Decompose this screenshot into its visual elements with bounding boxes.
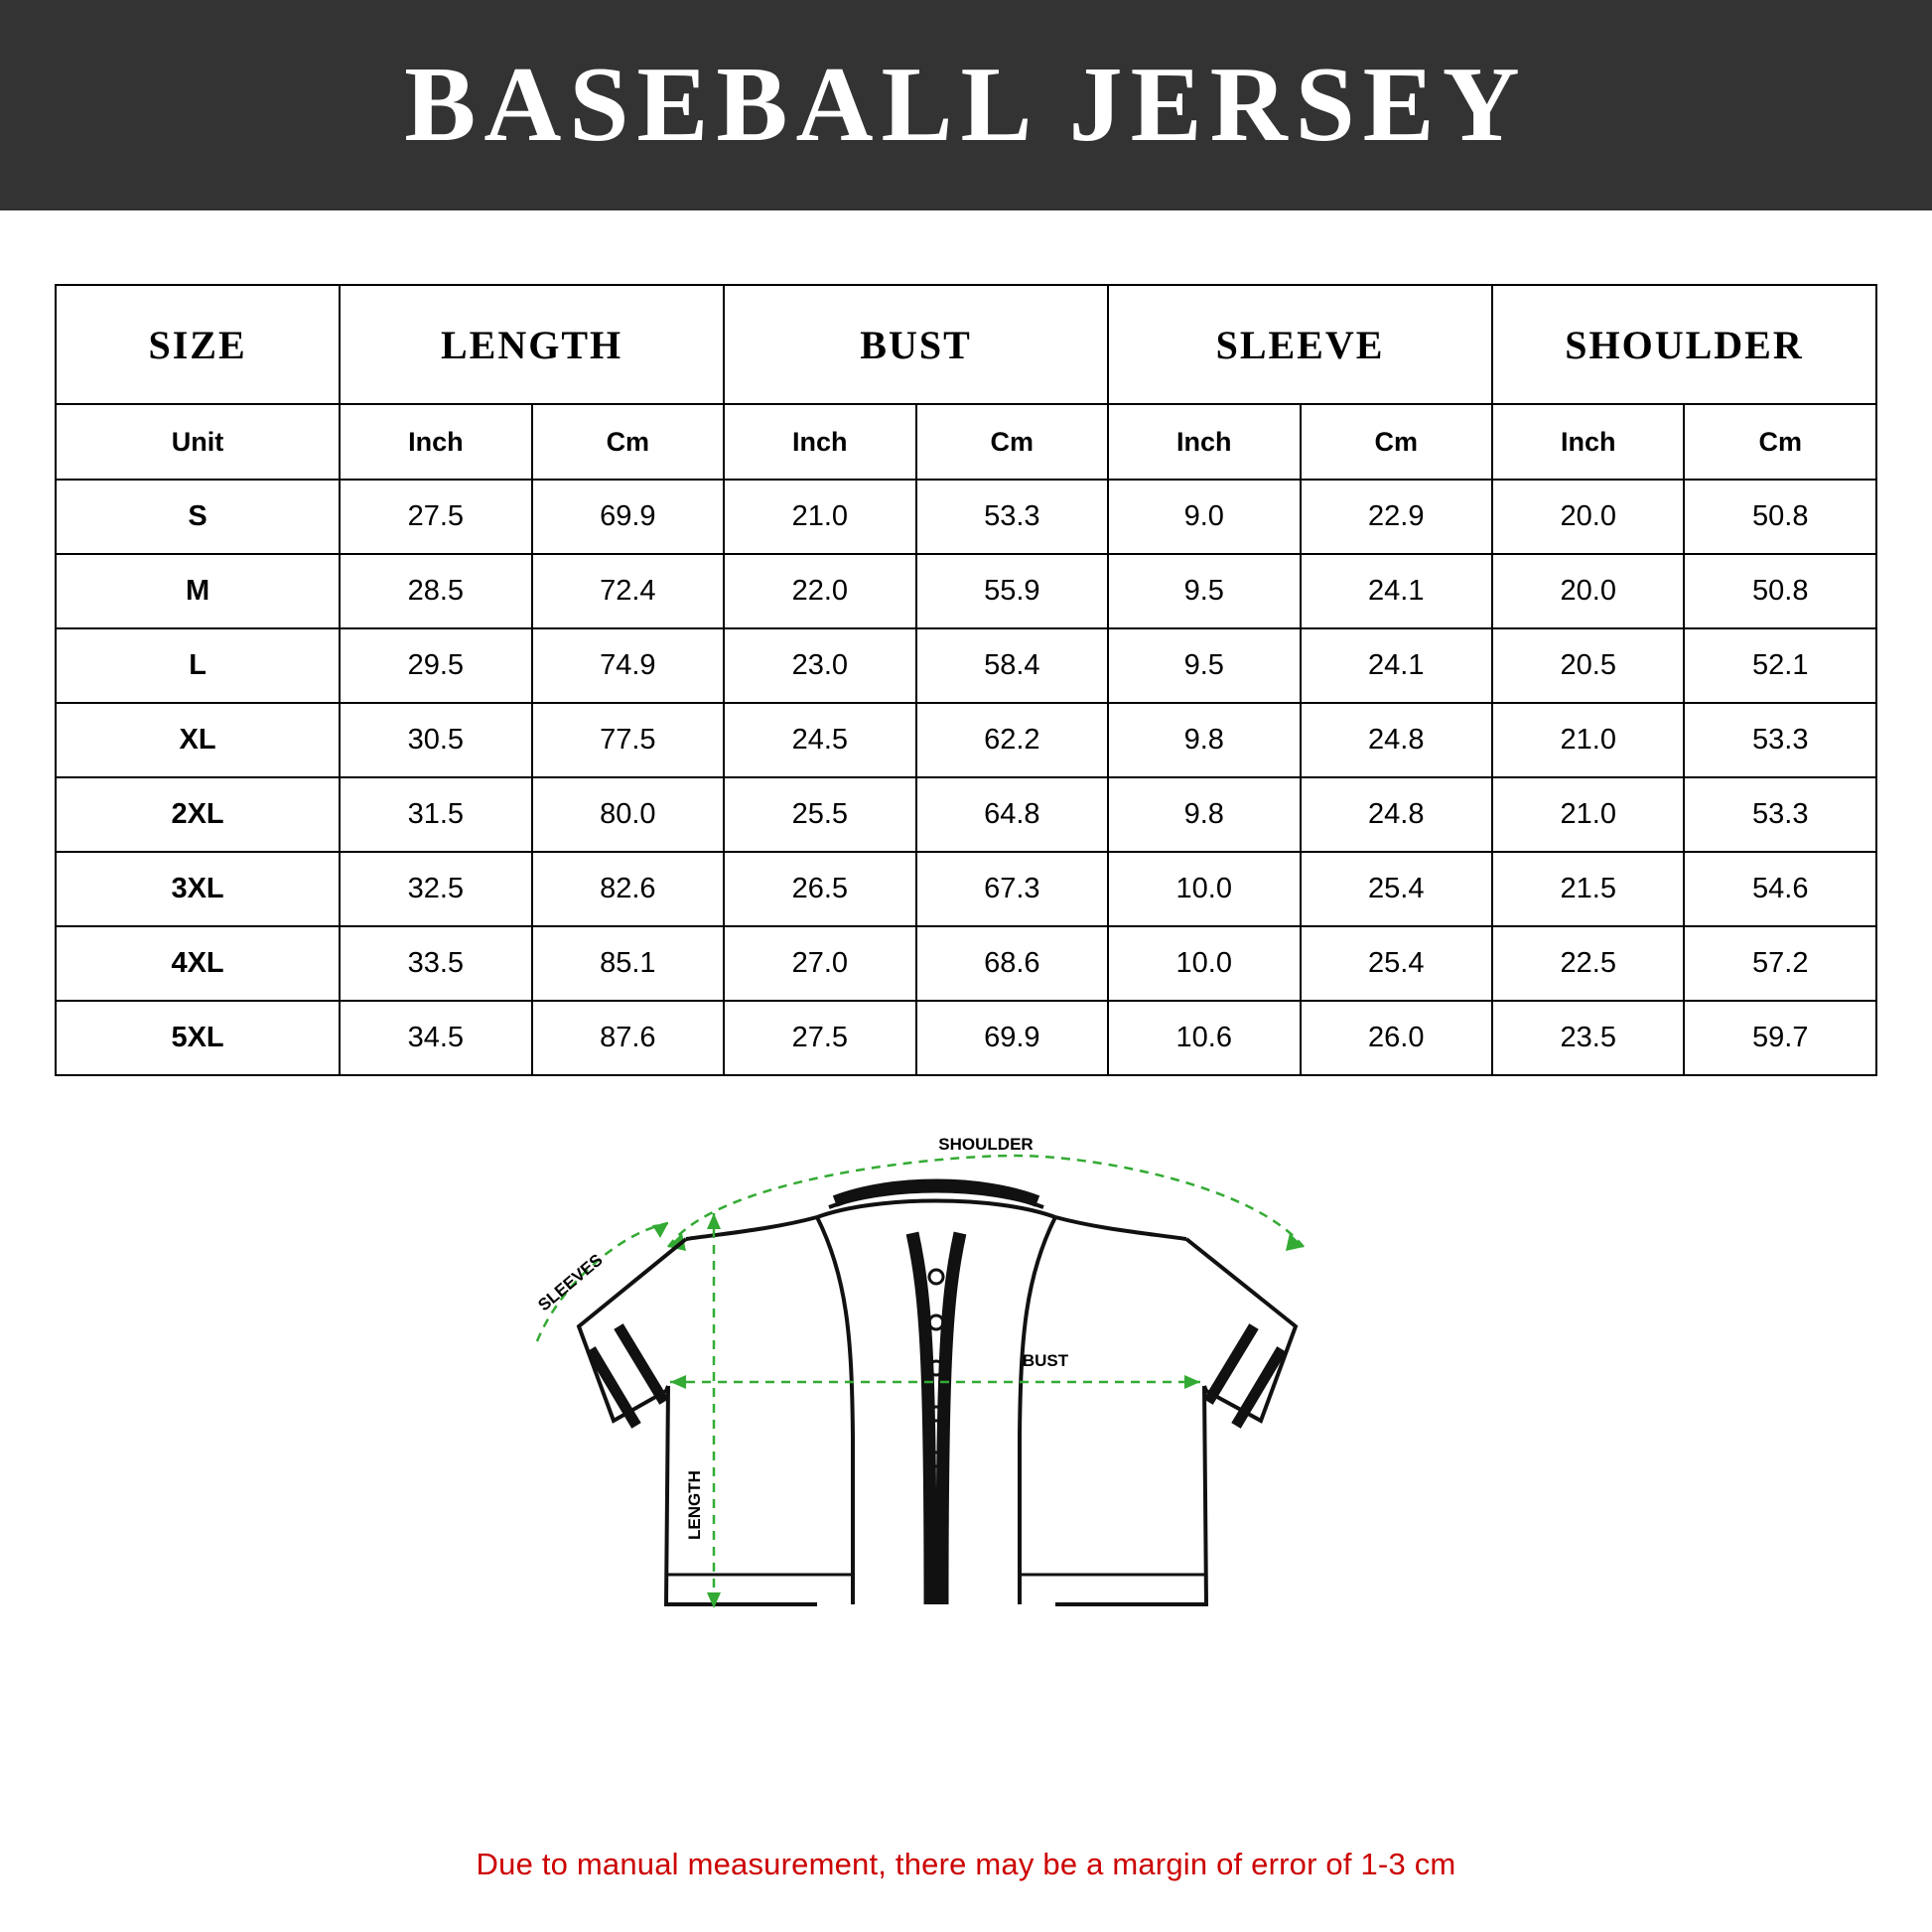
cell-bust-inch: 25.5 bbox=[724, 777, 915, 852]
cell-size: 5XL bbox=[56, 1001, 340, 1075]
length-measure-guide bbox=[685, 1213, 721, 1608]
unit-sleeve-inch: Inch bbox=[1108, 404, 1300, 480]
cell-sleeve-cm: 26.0 bbox=[1301, 1001, 1492, 1075]
cell-shoulder-inch: 20.0 bbox=[1492, 554, 1684, 628]
table-row bbox=[56, 1001, 1876, 1075]
cell-length-cm: 77.5 bbox=[532, 703, 724, 777]
cell-shoulder-inch: 20.0 bbox=[1492, 480, 1684, 554]
unit-shoulder-cm: Cm bbox=[1684, 404, 1876, 480]
table-row bbox=[56, 480, 1876, 554]
cell-sleeve-inch: 10.0 bbox=[1108, 926, 1300, 1001]
cell-sleeve-inch: 10.6 bbox=[1108, 1001, 1300, 1075]
cell-shoulder-inch: 20.5 bbox=[1492, 628, 1684, 703]
cell-bust-cm: 58.4 bbox=[916, 628, 1108, 703]
unit-bust-cm: Cm bbox=[916, 404, 1108, 480]
cell-length-cm: 82.6 bbox=[532, 852, 724, 926]
cell-bust-cm: 62.2 bbox=[916, 703, 1108, 777]
page-title: BASEBALL JERSEY bbox=[404, 46, 1528, 164]
cell-bust-inch: 26.5 bbox=[724, 852, 915, 926]
cell-length-cm: 87.6 bbox=[532, 1001, 724, 1075]
label-bust: BUST bbox=[1022, 1351, 1069, 1370]
unit-length-cm: Cm bbox=[532, 404, 724, 480]
cell-sleeve-cm: 24.8 bbox=[1301, 703, 1492, 777]
cell-shoulder-cm: 54.6 bbox=[1684, 852, 1876, 926]
cell-length-inch: 32.5 bbox=[340, 852, 531, 926]
cell-bust-cm: 53.3 bbox=[916, 480, 1108, 554]
cell-bust-cm: 68.6 bbox=[916, 926, 1108, 1001]
cell-sleeve-inch: 9.0 bbox=[1108, 480, 1300, 554]
cell-size: 2XL bbox=[56, 777, 340, 852]
table-unit-row bbox=[56, 404, 1876, 480]
cell-length-inch: 29.5 bbox=[340, 628, 531, 703]
cell-bust-inch: 27.5 bbox=[724, 1001, 915, 1075]
cell-bust-inch: 21.0 bbox=[724, 480, 915, 554]
group-header-size: SIZE bbox=[56, 285, 340, 404]
cell-shoulder-cm: 50.8 bbox=[1684, 480, 1876, 554]
cell-length-cm: 72.4 bbox=[532, 554, 724, 628]
table-row bbox=[56, 703, 1876, 777]
unit-shoulder-inch: Inch bbox=[1492, 404, 1684, 480]
cell-bust-cm: 67.3 bbox=[916, 852, 1108, 926]
cell-shoulder-inch: 21.0 bbox=[1492, 777, 1684, 852]
cell-size: 4XL bbox=[56, 926, 340, 1001]
cell-shoulder-inch: 23.5 bbox=[1492, 1001, 1684, 1075]
group-header-sleeve: SLEEVE bbox=[1108, 285, 1492, 404]
cell-length-cm: 80.0 bbox=[532, 777, 724, 852]
header-banner bbox=[0, 0, 1932, 210]
cell-sleeve-cm: 25.4 bbox=[1301, 926, 1492, 1001]
size-chart-table bbox=[55, 284, 1877, 1076]
table-row bbox=[56, 777, 1876, 852]
cell-shoulder-cm: 57.2 bbox=[1684, 926, 1876, 1001]
cell-size: 3XL bbox=[56, 852, 340, 926]
cell-length-inch: 34.5 bbox=[340, 1001, 531, 1075]
cell-length-inch: 27.5 bbox=[340, 480, 531, 554]
unit-length-inch: Inch bbox=[340, 404, 531, 480]
cell-sleeve-inch: 9.5 bbox=[1108, 554, 1300, 628]
sleeves-measure-guide bbox=[534, 1223, 668, 1341]
cell-shoulder-cm: 52.1 bbox=[1684, 628, 1876, 703]
group-header-length: LENGTH bbox=[340, 285, 724, 404]
cell-length-inch: 28.5 bbox=[340, 554, 531, 628]
group-header-bust: BUST bbox=[724, 285, 1108, 404]
cell-bust-cm: 64.8 bbox=[916, 777, 1108, 852]
cell-length-cm: 69.9 bbox=[532, 480, 724, 554]
jersey-diagram-container bbox=[0, 1138, 1932, 1833]
cell-shoulder-cm: 53.3 bbox=[1684, 777, 1876, 852]
cell-sleeve-cm: 25.4 bbox=[1301, 852, 1492, 926]
jersey-measurement-diagram bbox=[519, 1138, 1413, 1823]
cell-size: S bbox=[56, 480, 340, 554]
cell-size: L bbox=[56, 628, 340, 703]
cell-sleeve-inch: 9.5 bbox=[1108, 628, 1300, 703]
cell-bust-cm: 69.9 bbox=[916, 1001, 1108, 1075]
cell-bust-inch: 23.0 bbox=[724, 628, 915, 703]
cell-sleeve-cm: 22.9 bbox=[1301, 480, 1492, 554]
cell-shoulder-cm: 53.3 bbox=[1684, 703, 1876, 777]
cell-length-cm: 74.9 bbox=[532, 628, 724, 703]
unit-label: Unit bbox=[56, 404, 340, 480]
cell-sleeve-inch: 9.8 bbox=[1108, 777, 1300, 852]
unit-bust-inch: Inch bbox=[724, 404, 915, 480]
cell-sleeve-cm: 24.8 bbox=[1301, 777, 1492, 852]
size-table-container bbox=[0, 210, 1932, 1076]
unit-sleeve-cm: Cm bbox=[1301, 404, 1492, 480]
cell-length-inch: 30.5 bbox=[340, 703, 531, 777]
cell-bust-inch: 27.0 bbox=[724, 926, 915, 1001]
label-sleeves: SLEEVES bbox=[534, 1250, 607, 1315]
table-row bbox=[56, 554, 1876, 628]
cell-shoulder-inch: 21.5 bbox=[1492, 852, 1684, 926]
cell-length-inch: 33.5 bbox=[340, 926, 531, 1001]
cell-sleeve-inch: 9.8 bbox=[1108, 703, 1300, 777]
label-shoulder: SHOULDER bbox=[938, 1138, 1034, 1154]
cell-size: XL bbox=[56, 703, 340, 777]
label-length: LENGTH bbox=[685, 1470, 704, 1540]
jersey-illustration bbox=[579, 1185, 1296, 1605]
cell-sleeve-cm: 24.1 bbox=[1301, 554, 1492, 628]
cell-shoulder-cm: 59.7 bbox=[1684, 1001, 1876, 1075]
cell-bust-inch: 22.0 bbox=[724, 554, 915, 628]
cell-shoulder-inch: 22.5 bbox=[1492, 926, 1684, 1001]
cell-bust-cm: 55.9 bbox=[916, 554, 1108, 628]
table-row bbox=[56, 628, 1876, 703]
cell-size: M bbox=[56, 554, 340, 628]
table-row bbox=[56, 926, 1876, 1001]
cell-length-inch: 31.5 bbox=[340, 777, 531, 852]
bust-measure-guide bbox=[670, 1351, 1200, 1389]
cell-sleeve-inch: 10.0 bbox=[1108, 852, 1300, 926]
cell-shoulder-cm: 50.8 bbox=[1684, 554, 1876, 628]
cell-bust-inch: 24.5 bbox=[724, 703, 915, 777]
table-group-header-row bbox=[56, 285, 1876, 404]
cell-length-cm: 85.1 bbox=[532, 926, 724, 1001]
cell-sleeve-cm: 24.1 bbox=[1301, 628, 1492, 703]
table-row bbox=[56, 852, 1876, 926]
cell-shoulder-inch: 21.0 bbox=[1492, 703, 1684, 777]
group-header-shoulder: SHOULDER bbox=[1492, 285, 1876, 404]
measurement-disclaimer: Due to manual measurement, there may be a margin of error of 1-3 cm bbox=[476, 1847, 1456, 1881]
